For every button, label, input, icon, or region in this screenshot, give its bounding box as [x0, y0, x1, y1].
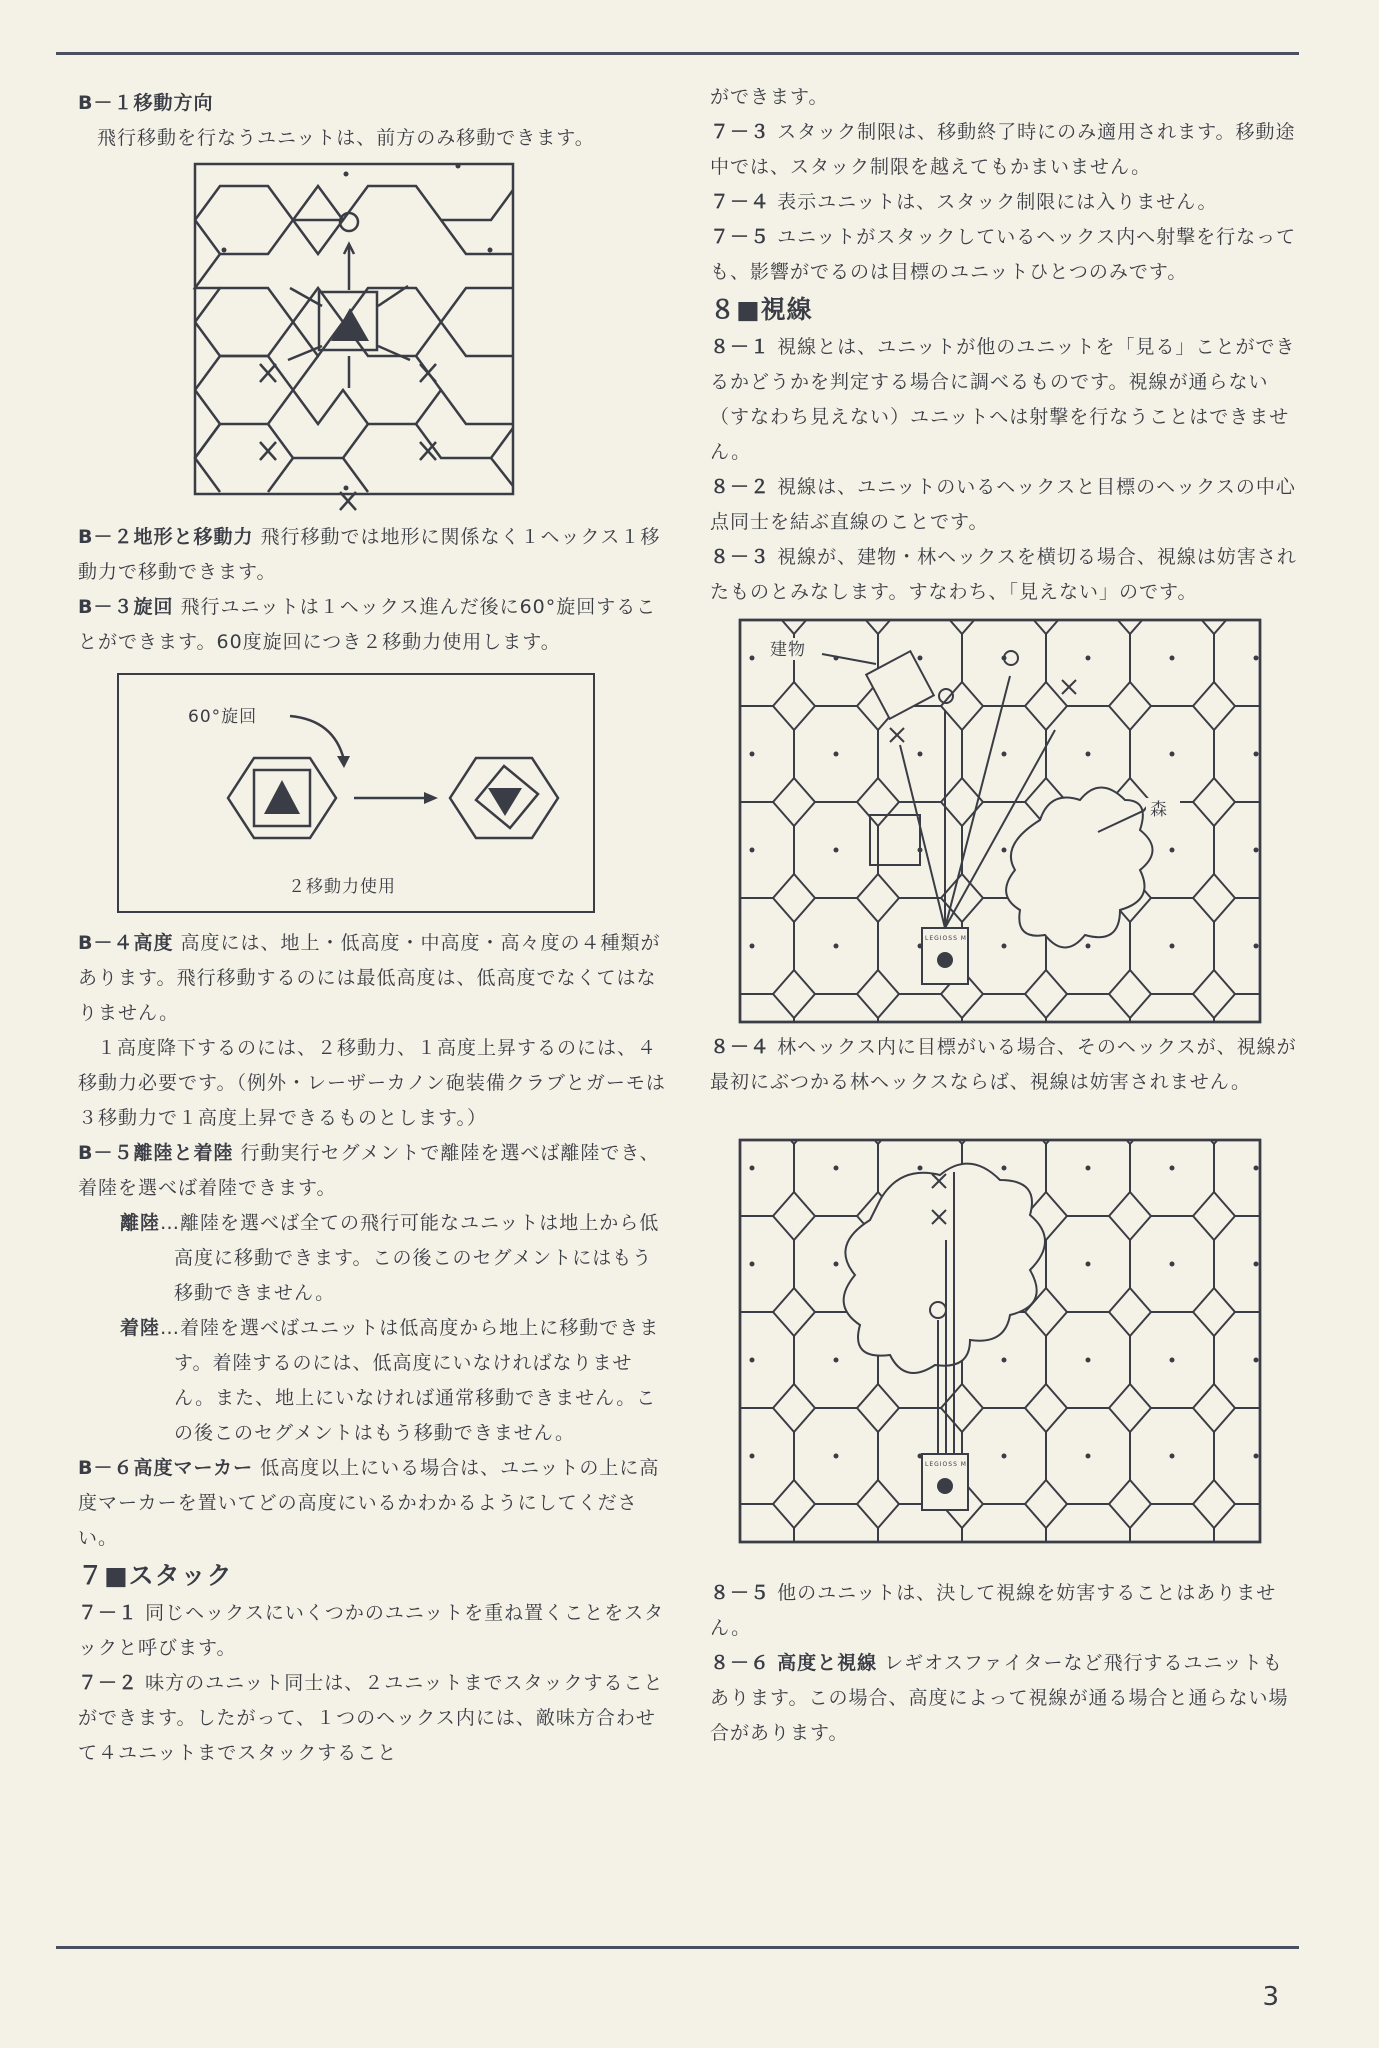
rule-heading: B－２地形と移動力	[78, 526, 254, 548]
right-column	[710, 80, 1300, 1751]
rule-text: 同じヘックスにいくつかのユニットを重ね置くことをスタックと呼びます。	[78, 1602, 665, 1659]
rule-subitem	[78, 1311, 668, 1451]
rule-text: 視線が、建物・林ヘックスを横切る場合、視線は妨害されたものとみなします。すなわち、「見えない」のです。	[710, 546, 1297, 603]
rule-text: 表示ユニットは、スタック制限には入りません。	[777, 191, 1218, 213]
hex-dot	[222, 248, 227, 253]
rule-text: 味方のユニット同士は、２ユニットまでスタックすることができます。したがって、１つのヘックス内には、敵味方合わせて４ユニットまでスタックすること	[78, 1672, 664, 1764]
rule-subheading: 着陸	[120, 1317, 161, 1339]
rule-heading: ７－４	[710, 191, 771, 213]
x-mark-icon	[420, 442, 436, 460]
rule-subheading: 離陸	[120, 1212, 161, 1234]
rule-text: レギオスファイターなど飛行するユニットもあります。この場合、高度によって視線が通る場合と通らない場合があります。	[710, 1652, 1289, 1744]
x-mark-icon	[420, 364, 436, 382]
rule-paragraph	[710, 1576, 1300, 1646]
rule-paragraph	[710, 540, 1300, 610]
rule-text: 林ヘックス内に目標がいる場合、そのヘックスが、視線が最初にぶつかる林ヘックスならば、視線は妨害されません。	[710, 1036, 1297, 1093]
rule-text: 視線とは、ユニットが他のユニットを「見る」ことができるかどうかを判定する場合に調べるものです。視線が通らない（すなわち見えない）ユニットへは射撃を行なうことはできません。	[710, 336, 1296, 463]
rule-heading: B－５離陸と着陸	[78, 1142, 234, 1164]
rule-heading: B－１移動方向	[78, 92, 214, 114]
hex-dot	[456, 164, 461, 169]
turn-cost-label: ２移動力使用	[288, 877, 396, 897]
turn-label: 60°旋回	[188, 707, 258, 727]
rule-heading: ７－２	[78, 1672, 139, 1694]
rule-paragraph	[710, 220, 1300, 290]
rule-paragraph	[710, 1030, 1300, 1100]
hex-dot	[344, 486, 349, 491]
forest-label: 森	[1150, 800, 1168, 820]
rule-text: ができます。	[710, 86, 829, 108]
rule-text: …着陸を選べばユニットは低高度から地上に移動できます。着陸するのには、低高度にいなければなりません。また、地上にいなければ通常移動できません。この後このセグメントはもう移動できません。	[160, 1317, 660, 1444]
rule-text: 低高度以上にいる場合は、ユニットの上に高度マーカーを置いてどの高度にいるかわかるようにしてください。	[78, 1457, 660, 1549]
rule-heading: ７－１	[78, 1602, 139, 1624]
rule-subheading: 高度と視線	[777, 1652, 878, 1674]
top-rule	[56, 52, 1299, 55]
page-number: 3	[1262, 1982, 1279, 2012]
rule-text: 他のユニットは、決して視線を妨害することはありません。	[710, 1582, 1277, 1639]
building-label: 建物	[770, 640, 806, 660]
rule-text: １高度降下するのには、２移動力、１高度上昇するのには、４移動力必要です。（例外・レーザーカノン砲装備クラブとガーモは３移動力で１高度上昇できるものとします。）	[78, 1037, 666, 1129]
rule-heading: ８－３	[710, 546, 771, 568]
unit-figure-icon	[937, 1478, 953, 1494]
x-mark-icon	[260, 364, 276, 382]
rule-heading: ８－６	[710, 1652, 771, 1674]
rule-text: スタック制限は、移動終了時にのみ適用されます。移動途中では、スタック制限を越えてもかまいません。	[710, 121, 1296, 178]
rule-paragraph	[710, 185, 1300, 220]
rule-heading: B－４高度	[78, 932, 174, 954]
rule-paragraph	[710, 470, 1300, 540]
rule-heading: ８－２	[710, 476, 771, 498]
unit-figure-icon	[937, 952, 953, 968]
rule-paragraph	[710, 1646, 1300, 1751]
rule-text: …離陸を選べば全ての飛行可能なユニットは地上から低高度に移動できます。この後このセグメントにはもう移動できません。	[160, 1212, 660, 1304]
hex-dot	[488, 248, 493, 253]
section-title: ７■スタック	[78, 1561, 233, 1590]
left-column	[78, 86, 668, 1771]
los-map-2	[710, 1120, 1300, 1576]
line-of-sight-figure-1	[710, 610, 1300, 1030]
rule-heading: B－３旋回	[78, 596, 174, 618]
unit-triangle-turned-icon	[488, 788, 522, 816]
rule-heading: B－６高度マーカー	[78, 1457, 254, 1479]
rule-heading: ８－１	[710, 336, 771, 358]
rule-text: 視線は、ユニットのいるヘックスと目標のヘックスの中心点同士を結ぶ直線のことです。	[710, 476, 1296, 533]
line-of-sight-figure-2	[710, 1120, 1300, 1576]
rule-heading: ７－５	[710, 226, 771, 248]
hex-dot	[344, 172, 349, 177]
turn-diagram	[78, 660, 668, 926]
rule-paragraph	[78, 926, 668, 1031]
rule-heading: ７－３	[710, 121, 771, 143]
rule-text: 行動実行セグメントで離陸を選べば離陸でき、着陸を選べば着陸できます。	[78, 1142, 660, 1199]
rule-subitem	[78, 1206, 668, 1311]
rule-text: 高度には、地上・低高度・中高度・高々度の４種類があります。飛行移動するのには最低高度は、低高度でなくてはなりません。	[78, 932, 661, 1024]
rule-heading: ８－４	[710, 1036, 771, 1058]
rule-paragraph	[78, 520, 668, 590]
hex-move-diagram	[78, 156, 668, 520]
rule-heading: ８－５	[710, 1582, 771, 1604]
rule-paragraph	[78, 1596, 668, 1666]
rule-paragraph	[78, 1666, 668, 1771]
bottom-rule	[56, 1946, 1299, 1949]
rule-paragraph	[710, 330, 1300, 470]
rule-paragraph	[710, 115, 1300, 185]
unit-counter-label: LEGIOSS M	[925, 1461, 967, 1468]
movement-direction-figure	[78, 156, 668, 520]
rule-text: 飛行移動を行なうユニットは、前方のみ移動できます。	[97, 127, 595, 149]
section-title: ８■視線	[710, 295, 813, 324]
rule-text: 飛行ユニットは１ヘックス進んだ後に60°旋回することができます。60度旋回につき２移動力使用します。	[78, 596, 657, 653]
rule-paragraph	[78, 590, 668, 660]
turn-figure	[78, 660, 668, 926]
rule-paragraph	[78, 1451, 668, 1556]
x-mark-icon	[260, 442, 276, 460]
unit-triangle-icon	[264, 780, 300, 814]
unit-counter-label: LEGIOSS M	[925, 935, 967, 942]
los-map-1	[710, 610, 1300, 1030]
rule-paragraph	[78, 1136, 668, 1206]
rule-text: ユニットがスタックしているヘックス内へ射撃を行なっても、影響がでるのは目標のユニットひとつのみです。	[710, 226, 1297, 283]
rule-text: 飛行移動では地形に関係なく１ヘックス１移動力で移動できます。	[78, 526, 661, 583]
